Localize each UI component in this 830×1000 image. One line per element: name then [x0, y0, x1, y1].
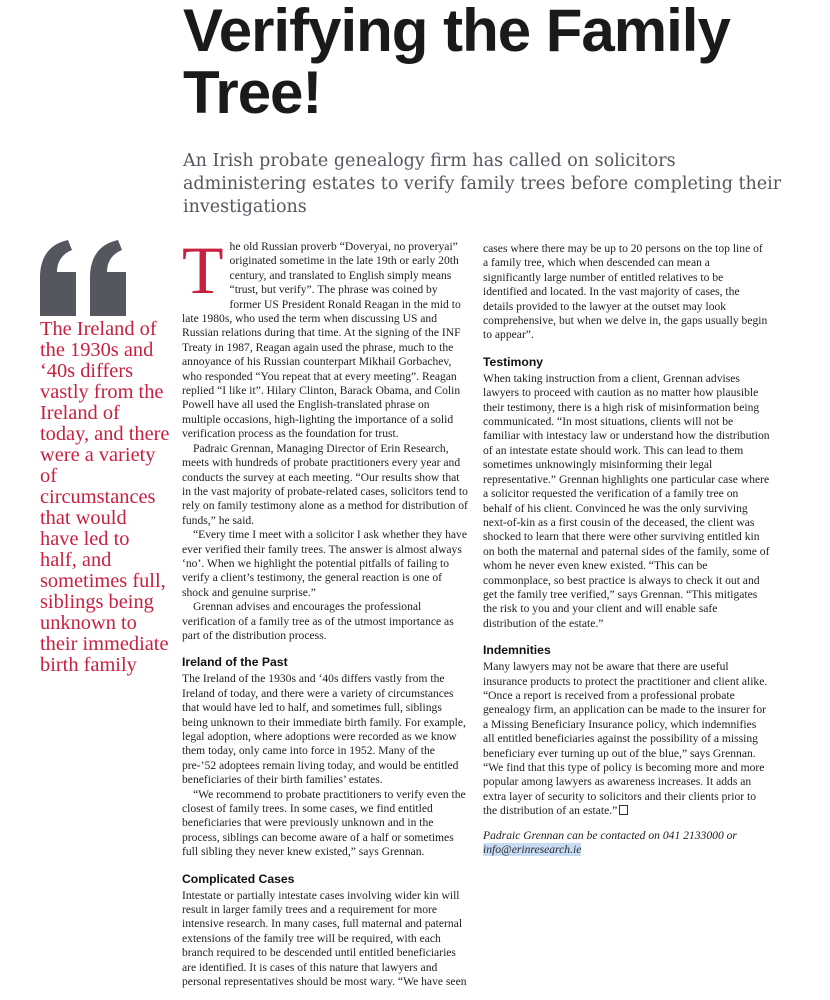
section-heading-complicated-cases: Complicated Cases [182, 871, 295, 886]
paragraph: Padraic Grennan, Managing Director of Erin Research, meets with hundreds of probate practitioners every year and conducts the survey at each meeting. “Our results show that in the vast majority of probate-related cases, solicitors tend to rely on family testimony alone as a method for distribution of funds,” he said. [182, 441, 468, 527]
contact-text: Padraic Grennan can be contacted on 041 2133000 or [483, 828, 737, 842]
headline: Verifying the Family Tree! [183, 0, 730, 126]
paragraph: “Every time I meet with a solicitor I ask whether they have ever verified their family trees. The answer is almost always ‘no’. When we highlight the potential pitfalls of failing to verify a client’s testimony, the general reaction is one of shock and genuine surprise.” [182, 528, 467, 599]
paragraph: Grennan advises and encourages the professional verification of a family tree as of the utmost importance as part of the distribution process. [182, 600, 454, 642]
pull-quote: The Ireland of the 1930s and ‘40s differs vastly from the Ireland of today, and there were a variety of circumstances that would have led to half, and sometimes full, siblings being unknown to their immediate birth family [40, 318, 170, 676]
contact-line [483, 829, 770, 858]
paragraph: Intestate or partially intestate cases involving wider kin will result in larger family trees and a requirement for more intensive research. In many cases, full maternal and paternal extensions of the family tree will be required, with each branch required to be descended until entitled beneficiaries are identified. It is cases of this nature that lawyers and personal representatives should be most wary. “We have seen [182, 888, 467, 989]
paragraph: Many lawyers may not be aware that there are useful insurance products to protect the practitioner and client alike. “Once a report is received from a professional probate genealogy firm, an application can be made to the insurer for a Missing Beneficiary Insurance policy, which indemnifies all entitled beneficiaries against the possibility of a missing beneficiary ever turning up out of the blue,” says Grennan. “We find that this type of policy is becoming more and more popular among lawyers as awareness increases. It adds an extra layer of security to solicitors and their clients prior to the distribution of an estate.” [483, 660, 768, 818]
paragraph-continued: cases where there may be up to 20 persons on the top line of a family tree, which when descended can mean a significantly large number of entitled relatives to be identified and located. In the vast majority of cases, the details provided to the lawyer at the outset may look comprehensive, but when we delve in, the gaps usually begin to appear”. [483, 242, 768, 342]
article-column-2 [483, 240, 770, 857]
paragraph: “We recommend to probate practitioners to verify even the closest of family trees. In some cases, we find entitled beneficiaries that were previously unknown and in the process, siblings can become aware of a half or sometimes full sibling they never knew existed,” says Grennan. [182, 787, 466, 859]
paragraph: When taking instruction from a client, Grennan advises lawyers to proceed with caution as no matter how plausible their testimony, there is a high risk of misinformation being communicated. “In most situations, clients will not be familiar with intestacy law or understand how the distribution of an intestate estate should work. This can lead to them sometimes unknowingly misinforming their legal representative.” Grennan highlights one particular case where a solicitor requested the verification of a family tree on behalf of his client. Convinced he was the only surviving next-of-kin as a first cousin of the deceased, the client was shocked to learn that there were other surviving entitled kin on both the maternal and paternal sides of the family, some of whom he never even knew existed. “This can be commonplace, so best practice is always to check it out and get the family tree verified,” says Grennan. “This mitigates the risk to you and your client and will enable safe distribution of the estate.” [483, 371, 770, 630]
end-mark-icon [619, 805, 628, 815]
email-link[interactable]: info@erinresearch.ie [483, 843, 582, 857]
section-heading-ireland-of-the-past: Ireland of the Past [182, 655, 288, 670]
standfirst: An Irish probate genealogy firm has called on solicitors administering estates to verify family trees before completing their investigations [183, 151, 782, 217]
drop-cap: T [182, 240, 224, 308]
quote-mark-icon [38, 238, 138, 318]
section-heading-testimony: Testimony [483, 354, 544, 369]
article-column-1 [182, 240, 469, 1000]
paragraph: The Ireland of the 1930s and ‘40s differs vastly from the Ireland of today, and there were a variety of circumstances that would have led to half, and sometimes full, siblings being unknown to their immediate birth family. For example, legal adoption, where adoptions were recorded as we know them today, only came into force in 1952. Many of the pre-’52 adoptees remain living today, and would be entitled beneficiaries of their birth families’ estates. [182, 672, 466, 787]
section-heading-indemnities: Indemnities [483, 643, 551, 658]
intro-paragraph: The old Russian proverb “Doveryai, no proveryai” originated sometime in the late 19th or early 20th century, and translated to English simply means “trust, but verify”. The phrase was coined by former US President Ronald Reagan in the mid to late 1980s, who used the term when discussing US and Russian relations during that time. At the signing of the INF Treaty in 1987, Reagan again used the phrase, much to the annoyance of his Russian counterpart Mikhail Gorbachev, who responded “You repeat that at every meeting”. Reagan replied “I like it”. Hilary Clinton, Barack Obama, and Colin Powell have all used the English-translated phrase on multiple occasions, high-lighting the importance of a solid verification process as the foundation for trust. [182, 240, 461, 441]
